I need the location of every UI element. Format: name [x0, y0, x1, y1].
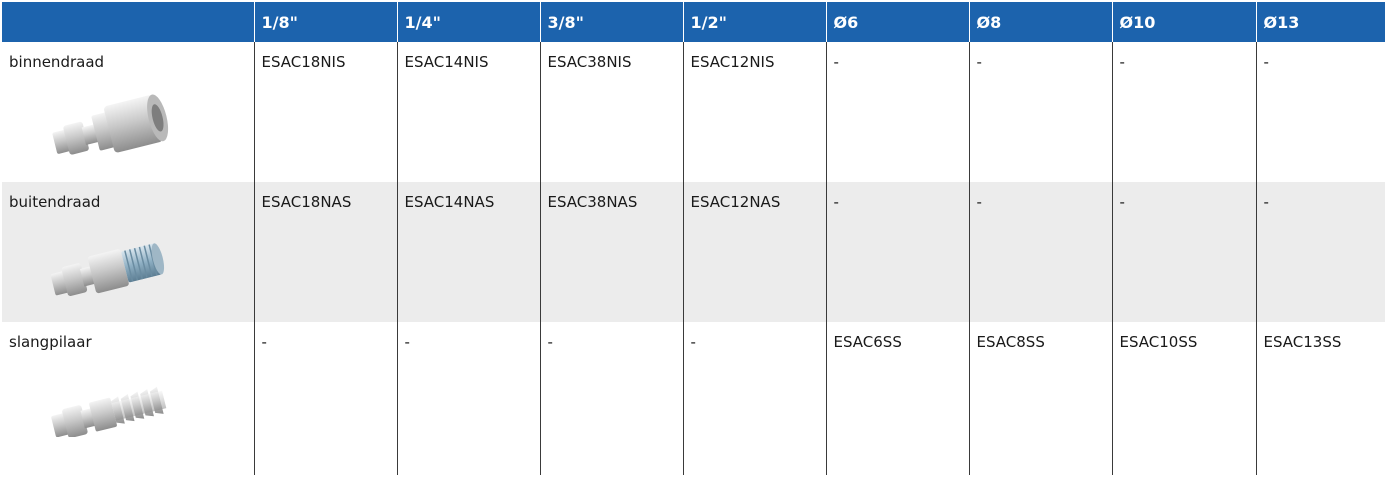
row-label-cell: [2, 42, 254, 182]
table-cell: ESAC6SS: [826, 322, 969, 475]
row-label-cell: [2, 182, 254, 322]
table-row: [2, 322, 1385, 475]
header-cell-d8: Ø8: [969, 2, 1112, 42]
row-label: slangpilaar: [9, 333, 92, 351]
header-cell-3-8: 3/8": [540, 2, 683, 42]
header-cell-d6: Ø6: [826, 2, 969, 42]
table-cell: ESAC38NAS: [540, 182, 683, 322]
female-thread-coupling-plug-image: [37, 81, 187, 157]
header-cell-d13: Ø13: [1256, 2, 1385, 42]
table-cell: ESAC14NAS: [397, 182, 540, 322]
row-label: binnendraad: [9, 53, 105, 71]
table-cell: -: [397, 322, 540, 475]
header-row: [2, 2, 1385, 42]
male-thread-coupling-plug-image: [37, 221, 187, 297]
table-cell: -: [826, 42, 969, 182]
table-cell: -: [540, 322, 683, 475]
table-cell: ESAC13SS: [1256, 322, 1385, 475]
table-cell: -: [683, 322, 826, 475]
table-cell: ESAC12NIS: [683, 42, 826, 182]
product-table: [2, 2, 1385, 475]
header-cell-d10: Ø10: [1112, 2, 1256, 42]
table-row: [2, 182, 1385, 322]
table-cell: -: [1112, 182, 1256, 322]
table-cell: ESAC18NAS: [254, 182, 397, 322]
table-cell: ESAC38NIS: [540, 42, 683, 182]
header-cell-1-8: 1/8": [254, 2, 397, 42]
row-label: buitendraad: [9, 193, 101, 211]
table-cell: ESAC18NIS: [254, 42, 397, 182]
row-label-cell: [2, 322, 254, 475]
header-cell-1-2: 1/2": [683, 2, 826, 42]
table-cell: -: [1256, 42, 1385, 182]
header-cell-empty: [2, 2, 254, 42]
table-cell: -: [254, 322, 397, 475]
table-cell: ESAC14NIS: [397, 42, 540, 182]
table-cell: -: [1112, 42, 1256, 182]
table-cell: -: [826, 182, 969, 322]
table-cell: -: [1256, 182, 1385, 322]
table-row: [2, 42, 1385, 182]
table-cell: ESAC12NAS: [683, 182, 826, 322]
table-cell: -: [969, 182, 1112, 322]
header-cell-1-4: 1/4": [397, 2, 540, 42]
hose-barb-coupling-plug-image: [37, 361, 187, 437]
table-cell: -: [969, 42, 1112, 182]
table-cell: ESAC10SS: [1112, 322, 1256, 475]
table-cell: ESAC8SS: [969, 322, 1112, 475]
